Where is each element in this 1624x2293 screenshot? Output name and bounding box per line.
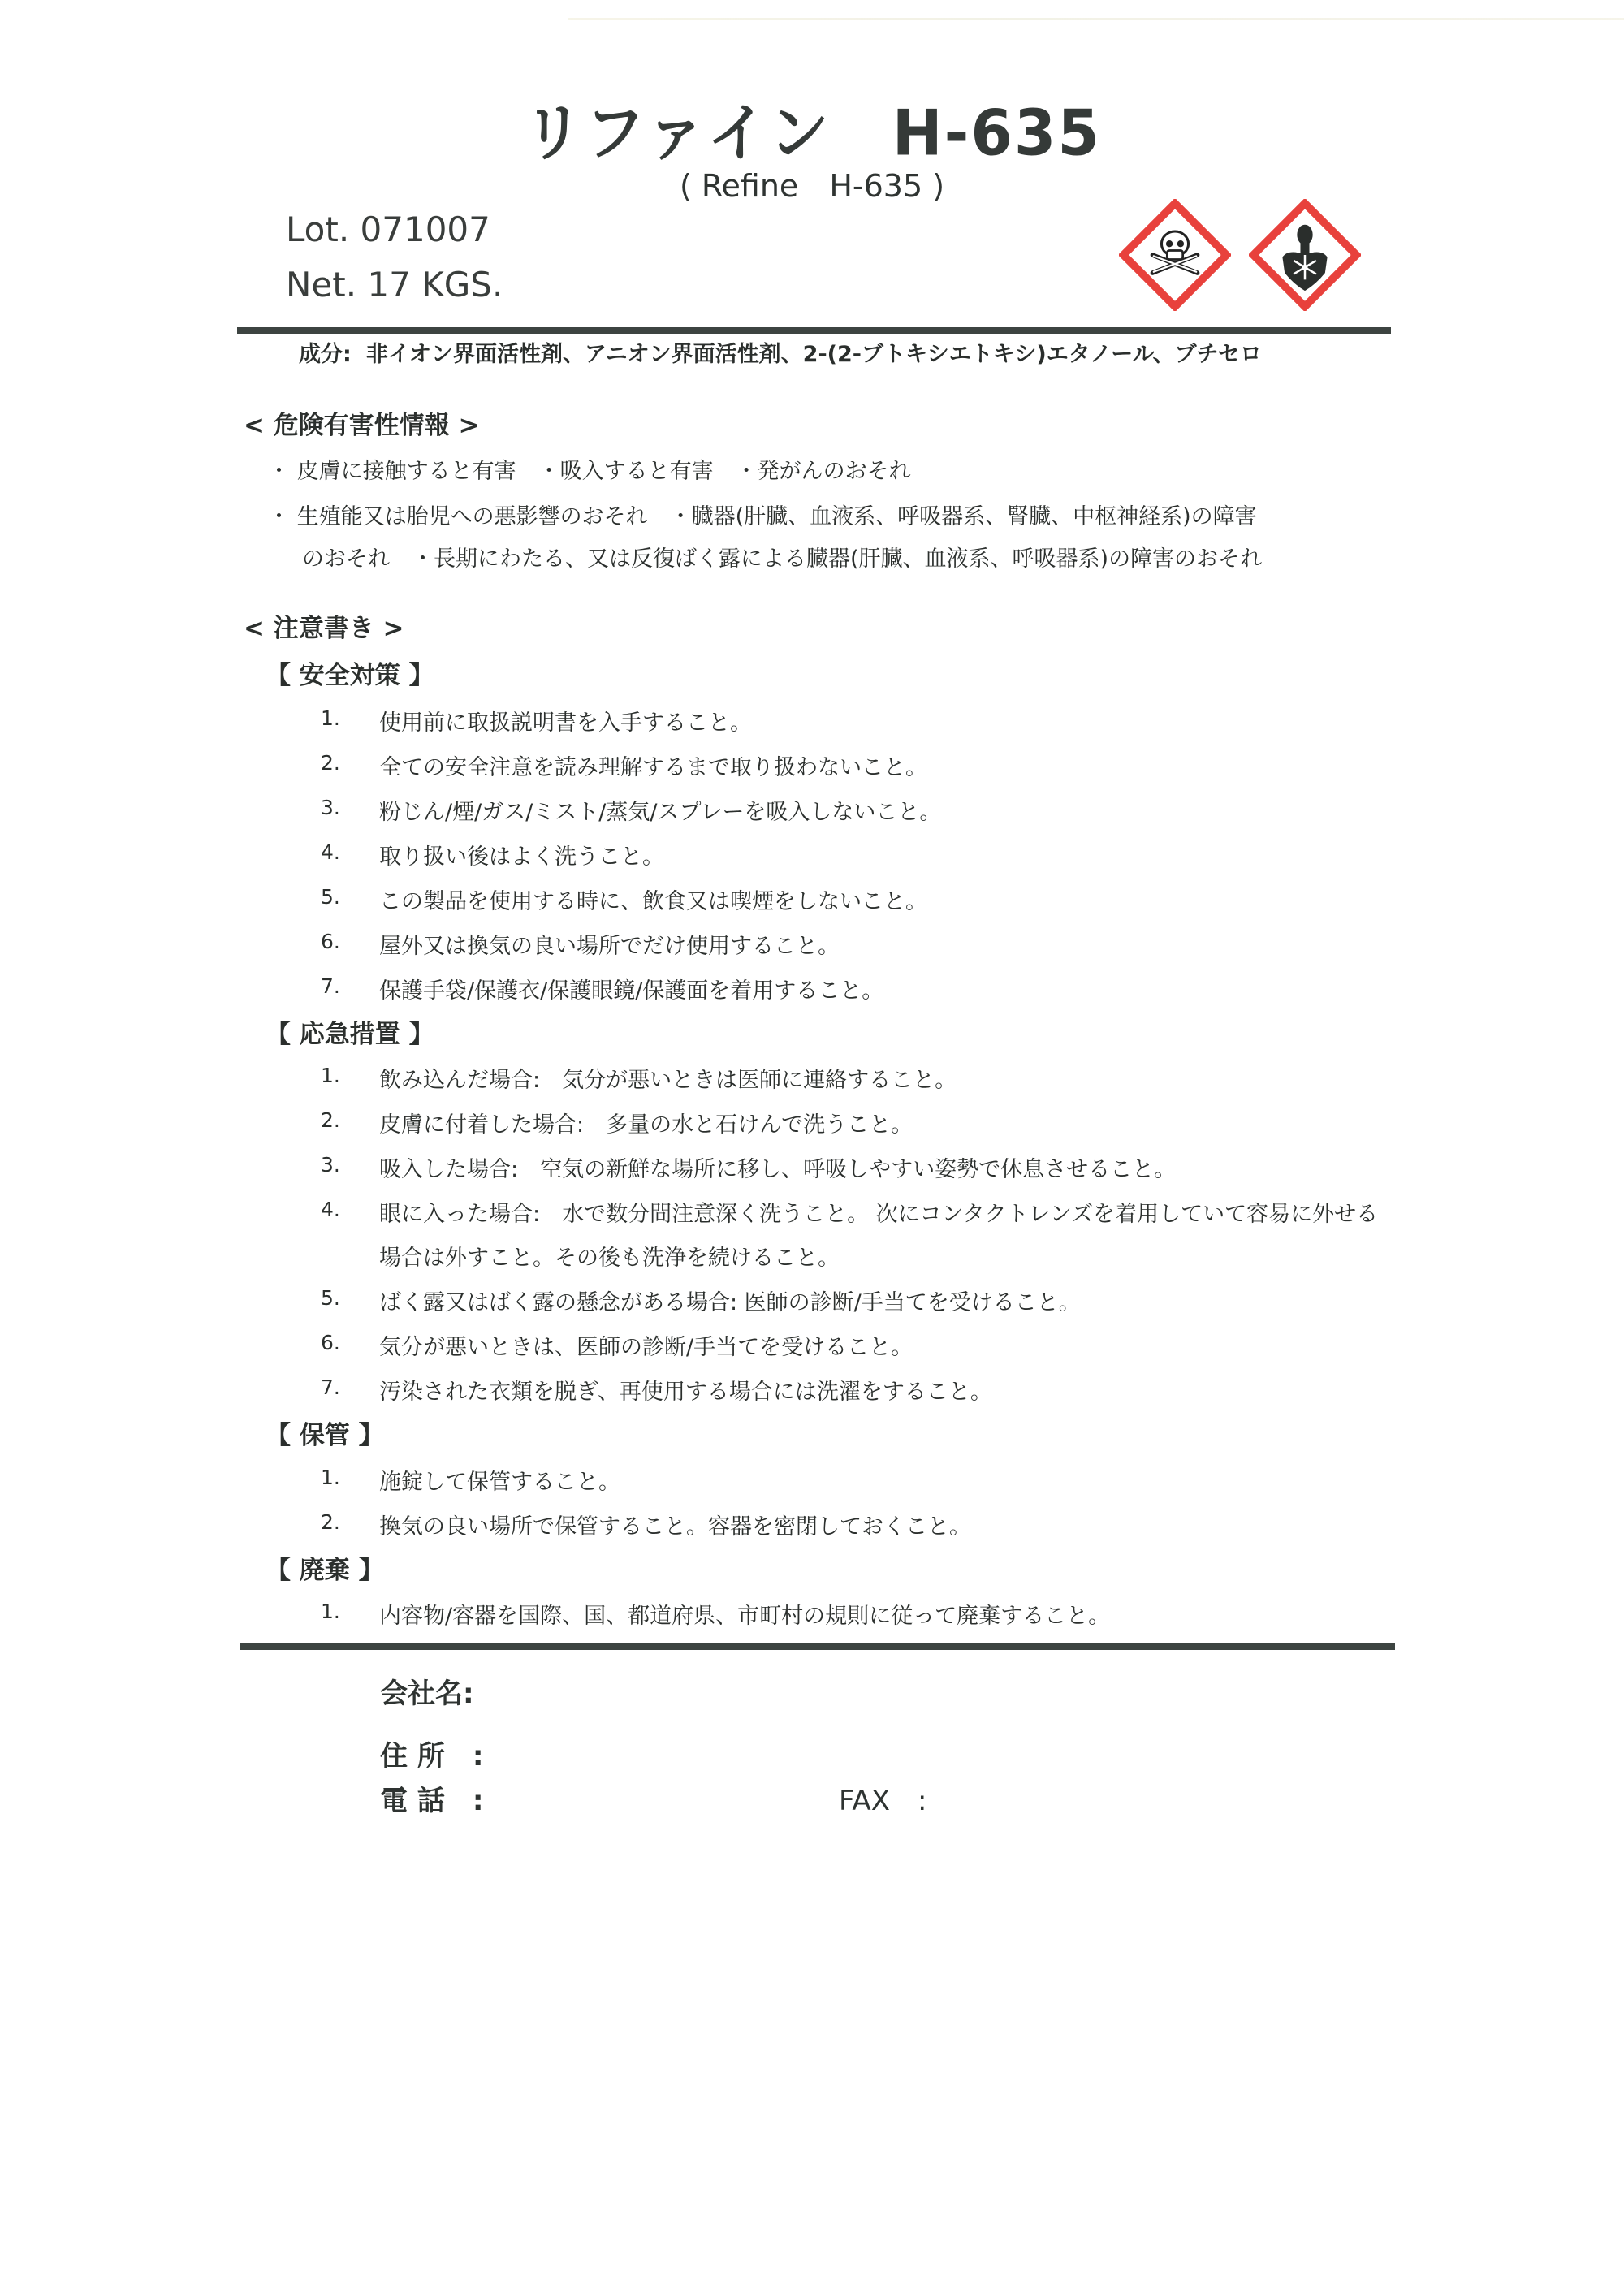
list-item-number: 2. [321, 751, 340, 775]
list-item-number: 4. [321, 1198, 340, 1221]
precautions-heading: < 注意書き > [244, 614, 404, 643]
list-item-number: 7. [321, 974, 340, 998]
product-subtitle: ( Refine H-635 ) [679, 168, 945, 204]
list-item: 屋外又は換気の良い場所でだけ使用すること。 [379, 934, 840, 959]
list-item-number: 1. [321, 1600, 340, 1623]
list-item: 皮膚に付着した場合: 多量の水と石けんで洗うこと。 [379, 1112, 914, 1138]
list-item: 汚染された衣類を脱ぎ、再使用する場合には洗濯をすること。 [379, 1380, 992, 1405]
list-item-continuation: 場合は外すこと。その後も洗浄を続けること。 [379, 1246, 840, 1271]
list-item: 眼に入った場合: 水で数分間注意深く洗うこと。 次にコンタクトレンズを着用していて容易に外せる [379, 1202, 1379, 1227]
section-title-storage: 【 保管 】 [266, 1421, 384, 1450]
list-item: 飲み込んだ場合: 気分が悪いときは医師に連絡すること。 [379, 1068, 957, 1093]
fax-label: FAX : [839, 1785, 927, 1817]
top-divider [237, 327, 1391, 334]
bottom-divider [240, 1643, 1395, 1650]
company-name-label: 会社名: [380, 1678, 474, 1710]
section-title-prevention: 【 安全対策 】 [266, 661, 434, 690]
hazard-info-heading: < 危険有害性情報 > [244, 411, 480, 440]
scan-artifact-line [568, 18, 1624, 20]
address-label: 住 所 : [380, 1740, 484, 1773]
list-item-number: 1. [321, 1064, 340, 1087]
list-item-number: 1. [321, 706, 340, 730]
list-item: ばく露又はばく露の懸念がある場合: 医師の診断/手当てを受けること。 [379, 1290, 1081, 1315]
list-item: 換気の良い場所で保管すること。容器を密閉しておくこと。 [379, 1514, 971, 1539]
skull-and-crossbones-icon [1119, 199, 1231, 311]
list-item: 吸入した場合: 空気の新鮮な場所に移し、呼吸しやすい姿勢で休息させること。 [379, 1157, 1177, 1182]
phone-label: 電 話 : [380, 1785, 484, 1817]
list-item: 取り扱い後はよく洗うこと。 [379, 844, 664, 870]
ingredients-value: 非イオン界面活性剤、アニオン界面活性剤、2-(2-ブトキシエトキシ)エタノール、ブチセロ [365, 342, 1262, 367]
net-weight: Net. 17 KGS. [286, 265, 503, 304]
hazard-line: ・ 生殖能又は胎児への悪影響のおそれ ・臓器(肝臓、血液系、呼吸器系、腎臓、中枢神経系)の障害 [268, 504, 1257, 529]
hazard-line: のおそれ ・長期にわたる、又は反復ばく露による臓器(肝臓、血液系、呼吸器系)の障害のおそれ [302, 546, 1263, 572]
ghs-pictograms [1119, 199, 1361, 311]
list-item-number: 6. [321, 1331, 340, 1354]
list-item-number: 1. [321, 1466, 340, 1489]
section-title-response: 【 応急措置 】 [266, 1020, 434, 1049]
hazard-line: ・ 皮膚に接触すると有害 ・吸入すると有害 ・発がんのおそれ [268, 459, 911, 484]
list-item-number: 4. [321, 840, 340, 864]
list-item-number: 3. [321, 1153, 340, 1177]
list-item: 粉じん/煙/ガス/ミスト/蒸気/スプレーを吸入しないこと。 [379, 800, 942, 825]
product-title: リファイン H-635 [523, 97, 1101, 171]
section-title-disposal: 【 廃棄 】 [266, 1556, 384, 1585]
list-item-number: 2. [321, 1108, 340, 1132]
list-item-number: 5. [321, 885, 340, 909]
list-item-number: 7. [321, 1375, 340, 1399]
list-item: 全ての安全注意を読み理解するまで取り扱わないこと。 [379, 755, 927, 780]
health-hazard-icon [1249, 199, 1361, 311]
list-item-number: 5. [321, 1286, 340, 1310]
list-item: 施錠して保管すること。 [379, 1470, 620, 1495]
list-item: 内容物/容器を国際、国、都道府県、市町村の規則に従って廃棄すること。 [379, 1604, 1111, 1629]
list-item: 気分が悪いときは、医師の診断/手当てを受けること。 [379, 1335, 914, 1360]
ingredients-label: 成分: [299, 342, 352, 367]
list-item-number: 6. [321, 930, 340, 953]
list-item: この製品を使用する時に、飲食又は喫煙をしないこと。 [379, 889, 927, 914]
list-item: 使用前に取扱説明書を入手すること。 [379, 710, 752, 736]
list-item-number: 3. [321, 796, 340, 819]
lot-number: Lot. 071007 [286, 209, 490, 249]
list-item: 保護手袋/保護衣/保護眼鏡/保護面を着用すること。 [379, 978, 884, 1004]
ingredients-line [299, 336, 1262, 368]
list-item-number: 2. [321, 1510, 340, 1534]
